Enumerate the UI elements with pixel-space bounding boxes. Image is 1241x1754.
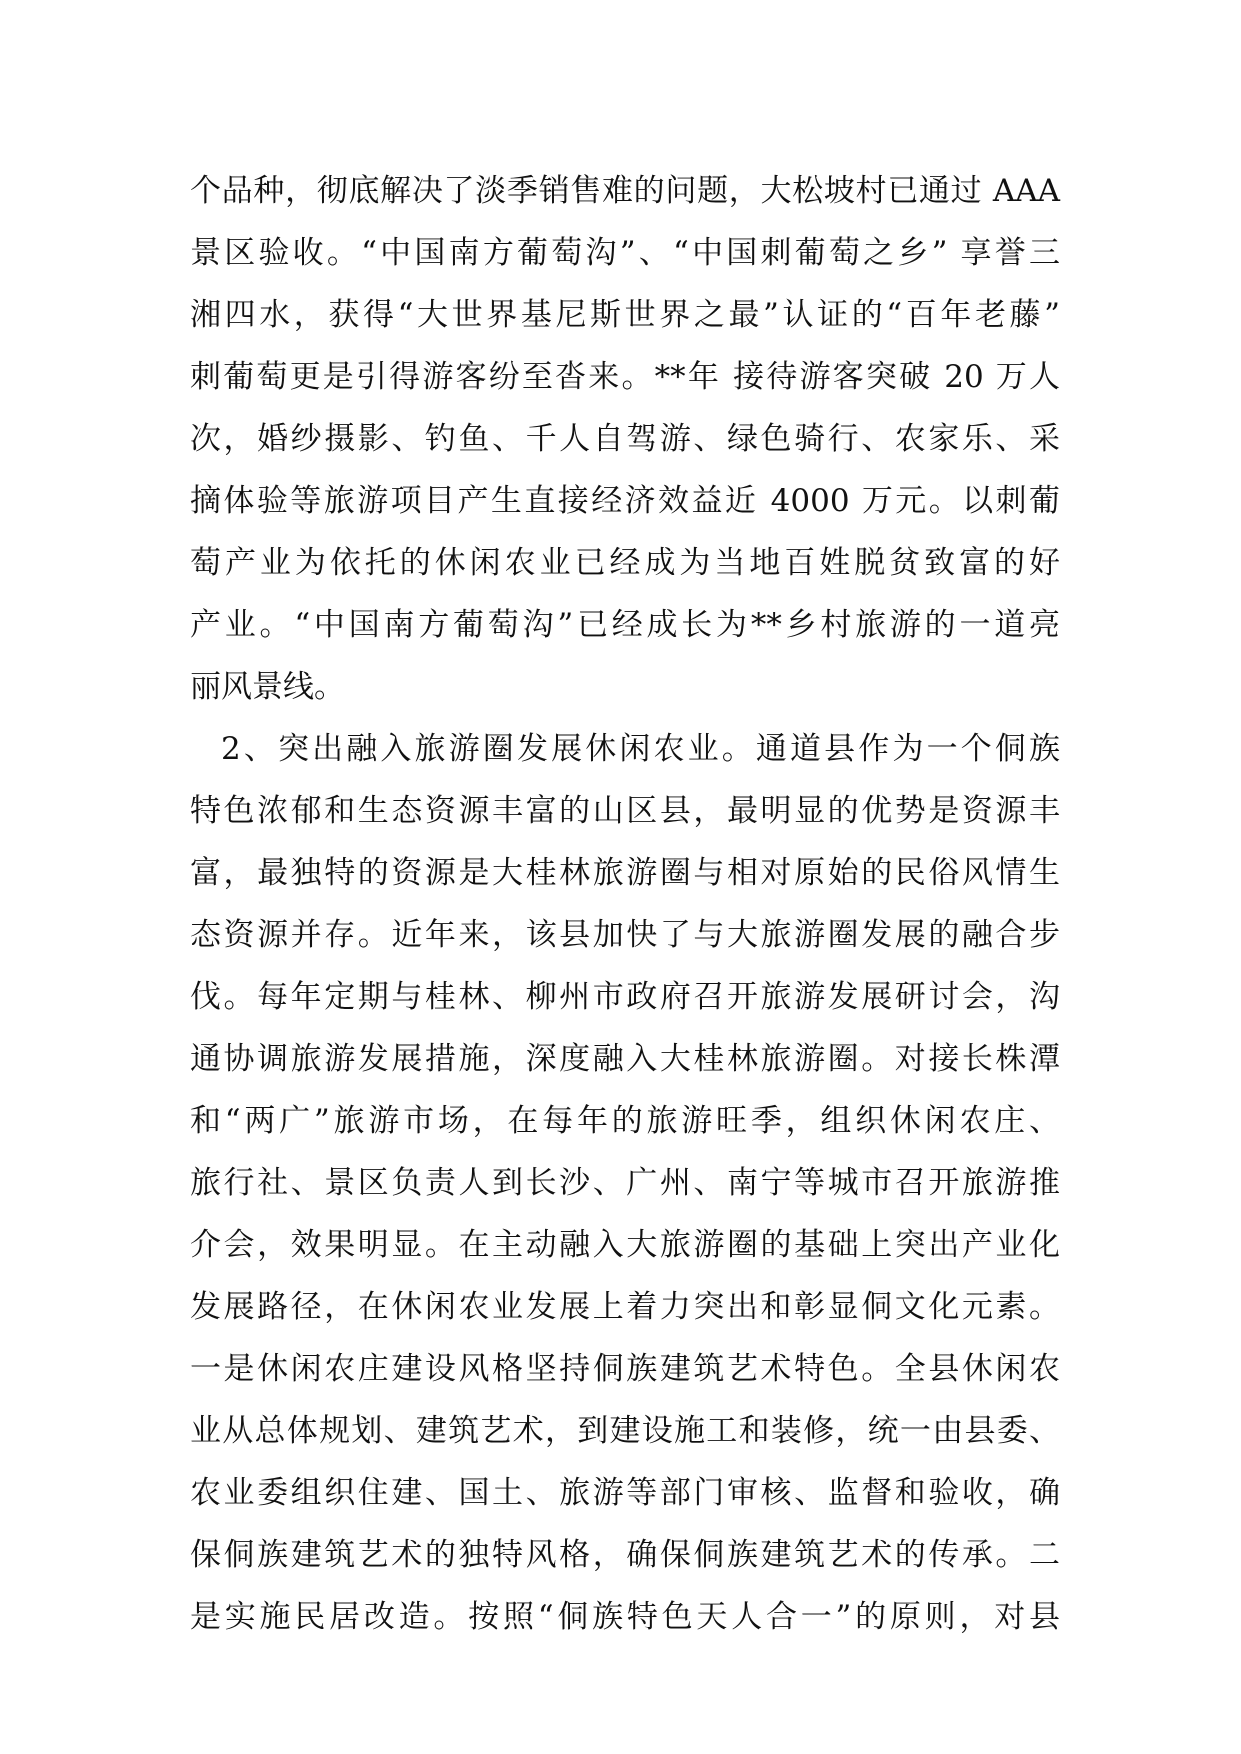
text-line: 特色浓郁和生态资源丰富的山区县，最明显的优势是资源丰 <box>190 793 1060 829</box>
text-line: 农业委组织住建、国土、旅游等部门审核、监督和验收，确 <box>190 1475 1060 1511</box>
text-line: 是实施民居改造。按照“侗族特色天人合一”的原则，对县 <box>190 1599 1060 1635</box>
text-line: 态资源并存。近年来，该县加快了与大旅游圈发展的融合步 <box>190 917 1060 953</box>
text-line: 景区验收。“中国南方葡萄沟”、“中国刺葡萄之乡” 享誉三 <box>190 235 1060 271</box>
section-heading-line: 2、突出融入旅游圈发展休闲农业。通道县作为一个侗族 <box>221 731 1060 767</box>
text-line: 业从总体规划、建筑艺术，到建设施工和装修，统一由县委、 <box>190 1413 1060 1449</box>
text-line: 刺葡萄更是引得游客纷至沓来。**年 接待游客突破 20 万人 <box>190 359 1060 395</box>
text-line: 产业。“中国南方葡萄沟”已经成长为**乡村旅游的一道亮 <box>190 607 1060 643</box>
text-line: 富，最独特的资源是大桂林旅游圈与相对原始的民俗风情生 <box>190 855 1060 891</box>
text-line: 湘四水，获得“大世界基尼斯世界之最”认证的“百年老藤” <box>190 297 1060 333</box>
text-line: 萄产业为依托的休闲农业已经成为当地百姓脱贫致富的好 <box>190 545 1060 581</box>
text-line: 次，婚纱摄影、钓鱼、千人自驾游、绿色骑行、农家乐、采 <box>190 421 1060 457</box>
text-line: 发展路径，在休闲农业发展上着力突出和彰显侗文化元素。 <box>190 1289 1060 1325</box>
paragraph-end-line: 丽风景线。 <box>190 669 345 705</box>
text-line: 一是休闲农庄建设风格坚持侗族建筑艺术特色。全县休闲农 <box>190 1351 1060 1387</box>
text-line: 通协调旅游发展措施，深度融入大桂林旅游圈。对接长株潭 <box>190 1041 1060 1077</box>
text-line: 个品种，彻底解决了淡季销售难的问题，大松坡村已通过 AAA <box>190 173 1060 209</box>
text-line: 摘体验等旅游项目产生直接经济效益近 4000 万元。以刺葡 <box>190 483 1060 519</box>
body-text <box>190 160 1060 1648</box>
text-line: 和“两广”旅游市场，在每年的旅游旺季，组织休闲农庄、 <box>190 1103 1060 1139</box>
text-line: 介会，效果明显。在主动融入大旅游圈的基础上突出产业化 <box>190 1227 1060 1263</box>
text-line: 保侗族建筑艺术的独特风格，确保侗族建筑艺术的传承。二 <box>190 1537 1060 1573</box>
text-line: 伐。每年定期与桂林、柳州市政府召开旅游发展研讨会，沟 <box>190 979 1060 1015</box>
text-line: 旅行社、景区负责人到长沙、广州、南宁等城市召开旅游推 <box>190 1165 1060 1201</box>
